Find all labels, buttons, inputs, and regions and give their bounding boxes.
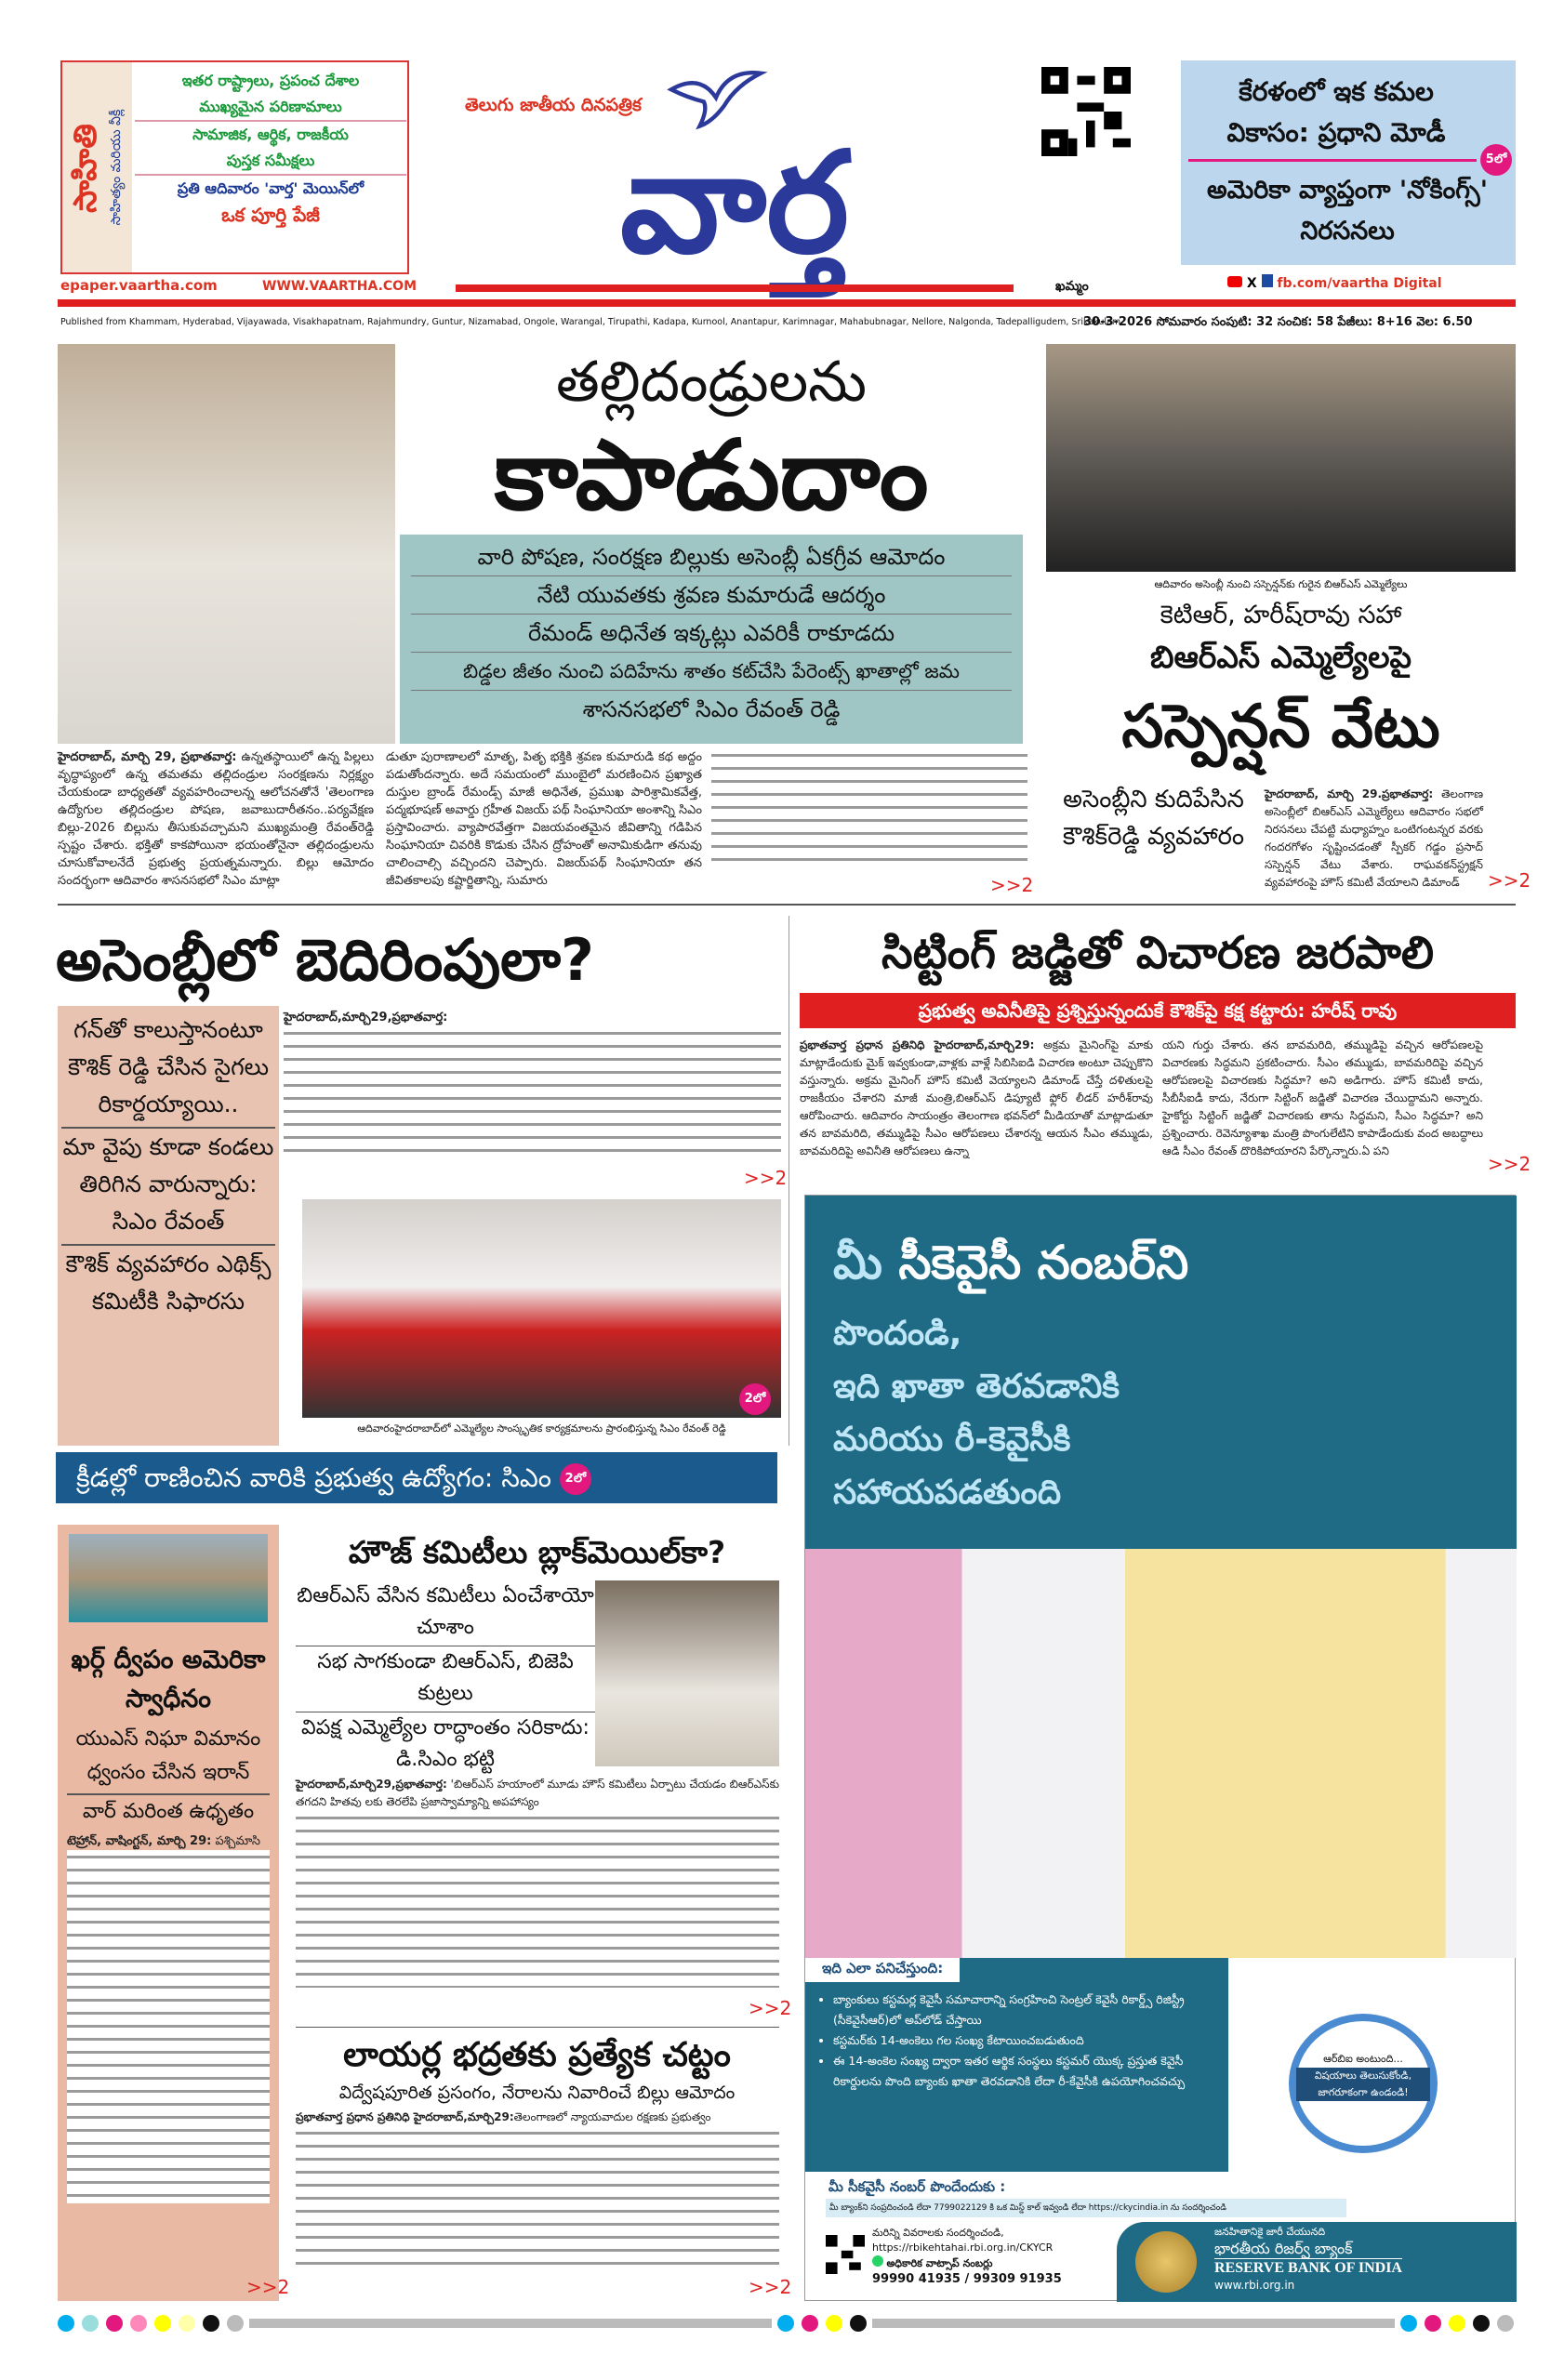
edition-label: ఖమ్మం — [1055, 279, 1089, 294]
lead-subhead: వారి పోషణ, సంరక్షణ బిల్లుకు అసెంబ్లీ ఏకగ్రీవ ఆమోదం — [411, 538, 1012, 576]
rbi-seal-icon — [1135, 2231, 1197, 2293]
how-bullet: • కస్టమర్‌కు 14-అంకెలు గల సంఖ్య కేటాయించబడుతుంది — [833, 2030, 1215, 2051]
threats-quote: మా వైపు కూడా కండలు తిరిగిన వారున్నారు: సిఎం రేవంత్ — [61, 1129, 275, 1246]
section-divider — [296, 2027, 779, 2028]
how-title: ఇది ఎలా పనిచేస్తుంది: — [805, 1958, 960, 1982]
dove-icon — [660, 65, 772, 130]
suspension-headline: సస్పెన్షన్ వేటు — [1121, 693, 1440, 761]
more-info — [872, 2226, 1105, 2288]
promo-line: పుస్తక సమీక్షలు — [135, 148, 406, 176]
facebook-icon[interactable] — [1262, 274, 1273, 287]
promo-line: సామాజిక, ఆర్థిక, రాజకీయ — [192, 126, 349, 143]
judge-redbar: ప్రభుత్వ అవినీతిపై ప్రశ్నిస్తున్నందుకే కౌశిక్‌పై కక్ష కట్టారు: హరీష్ రావు — [800, 993, 1516, 1028]
masthead-rule — [58, 299, 1516, 307]
promo-box — [60, 60, 409, 274]
suspension-side: అసెంబ్లీని కుదిపేసిన కౌశిక్‌రెడ్డి వ్యవహారం — [1062, 786, 1245, 851]
issuer-line: జనహితానికై జారీ చేయునది — [1214, 2226, 1326, 2238]
lawyers-headline: లాయర్ల భద్రతకు ప్రత్యేక చట్టం — [343, 2036, 731, 2074]
section-divider — [58, 904, 1516, 906]
promo-vertical-sub: సాహిత్యం మరియు వీక్లీ — [109, 109, 124, 226]
cm-photo — [58, 344, 395, 744]
house-headline: హౌజ్ కమిటీలు బ్లాక్‌మెయిల్‌కా? — [348, 1534, 726, 1570]
house-subheads — [296, 1580, 595, 1776]
lead-kicker: తల్లిదండ్రులను — [555, 350, 868, 415]
continued-link[interactable]: >>2 — [1488, 1153, 1531, 1175]
kharg-box: ఖర్గ్ ద్వీపం అమెరికా స్వాధీనం యుఎస్ నిఘా విమానం ధ్వంసం చేసిన ఇరాన్ వార్ మరింత ఉధృతం టెహ్రాన్, వాషింగ్టన్, మార్చి 29: పశ్చిమాసి — [58, 1525, 279, 2301]
photo-caption: ఆదివారం అసెంబ్లీ నుంచి సస్పెన్షన్‌కు గురైన బిఆర్‌ఎస్ ఎమ్మెల్యేలు — [1154, 578, 1408, 590]
teaser-bottom: అమెరికా వ్యాప్తంగా 'నోకింగ్స్' నిరసనలు — [1207, 176, 1488, 245]
suspension-kicker: బిఆర్‌ఎస్ ఎమ్మెల్యేలపై — [1150, 639, 1412, 675]
threats-headline: అసెంబ్లీలో బెదిరింపులా? — [56, 926, 594, 994]
continued-link[interactable]: >>2 — [990, 874, 1034, 896]
house-subhead: బిఆర్‌ఎస్ వేసిన కమిటీలు ఏంచేశాయో చూశాం — [296, 1580, 595, 1646]
how-bullet: • ఈ 14-అంకెల సంఖ్య ద్వారా ఇతర ఆర్థిక సంస్థలు కస్టమర్ యొక్క ప్రస్తుత కెవైసీ రికార్డులను పొంది బ్యాంకు ఖాతా తెరవడానికి లేదా రీ-కేవైసీకి ఉపయోగించవచ్చు — [833, 2051, 1215, 2092]
lawyers-sub: విద్వేషపూరిత ప్రసంగం, నేరాలను నివారించే బిల్లు ఆమోదం — [338, 2082, 736, 2103]
promo-line: ప్రతి ఆదివారం 'వార్త' మెయిన్‌లో — [177, 179, 364, 197]
sports-banner[interactable] — [56, 1452, 777, 1503]
promo-vertical-title: సాహితి — [67, 124, 104, 213]
qr-code-icon — [1041, 65, 1131, 158]
published-from: Published from Khammam, Hyderabad, Vijayawada, Visakhapatnam, Rajahmundry, Guntur, Nizamabad, Ongole, Warangal, Tirupathi, Kadapa, Kurnool, Anantapur, Karimnagar, Mahabubnagar, Nellore, Nalgonda, Tadepalligudem, Srikakulam — [60, 317, 1121, 327]
event-photo — [302, 1199, 781, 1418]
rbi-telugu: భారతీయ రిజర్వ్ బ్యాంక్ — [1214, 2240, 1353, 2257]
kharg-sub: యుఎస్ నిఘా విమానం ధ్వంసం చేసిన ఇరాన్ — [75, 1727, 261, 1784]
get-title: మీ సీకవైసీ నంబర్ పొందేందుకు : — [828, 2178, 1006, 2195]
youtube-icon[interactable] — [1227, 276, 1242, 287]
rbi-footer — [1117, 2222, 1517, 2302]
whatsapp-icon — [872, 2255, 883, 2267]
issue-line: 30-3-2026 సోమవారం సంపుటి: 32 సంచిక: 58 పేజీలు: 8+16 వెల: 6.50 — [1083, 315, 1473, 329]
photo-caption: ఆదివారంహైదరాబాద్‌లో ఎమ్మెల్యేల సాంస్కృతిక కార్యక్రమాలను ప్రారంభిస్తున్న సిఎం రేవంత్ రెడ్డి — [357, 1422, 726, 1435]
page-badge: 2లో — [560, 1463, 591, 1495]
ad-people-photo — [805, 1549, 1517, 1958]
house-text: హైదరాబాద్,మార్చి29,ప్రభాతవార్త: 'బిఆర్‌ఎస్ హయాంలో మూడు హౌస్ కమిటీలు ఏర్పాటు చేయడం బిఆర్‌ఎస్‌కు తగదని హితవు లకు తెరలేపి ప్రజాస్వామ్యాన్ని అపహాస్యం — [296, 1776, 779, 1994]
promo-line: ఒక పూర్తి పేజీ — [221, 204, 320, 226]
qr-code-icon — [826, 2235, 865, 2274]
more-label: మరిన్ని వివరాలకు సందర్శించండి, — [872, 2227, 1004, 2239]
lead-headline: కాపాడుదాం — [494, 418, 929, 532]
color-registration-bar — [56, 2313, 1516, 2334]
promo-line: ఇతర రాష్ట్రాలు, ప్రపంచ దేశాల — [181, 72, 360, 89]
judge-col-2: యని గుర్తు చేశారు. తన బావమరిది, తమ్ముడిపై వచ్చిన ఆరోపణలపై విచారణకు సిద్ధమని ప్రకటించారు. సీఎం తమ్ముడు, బావమరిదిపై వచ్చిన ఆరోపణలపై విచారణకు సిద్ధమా? అని అడిగారు. హౌస్ కమిటీ కాదు, సీబీసీఐడీ కాదు, నేరుగా సిట్టింగ్ జడ్జితో విచారణ చేయిద్దామని అన్నారు. హైకోర్టు సిట్టింగ్ జడ్జితో విచారణకు తాను సిద్ధమని, సీఎం సిద్ధమా? అని ప్రశ్నించారు. రెవెన్యూశాఖ మంత్రి పొంగులేటిని కాపాడేందుకు వంద అబద్ధాలు ఆడి సీఎం రేవంత్ దొరికిపోయారని పేర్కొన్నారు.ఏ పని — [1162, 1038, 1483, 1157]
lead-col-3 — [711, 748, 1027, 869]
lead-subhead: నేటి యువతకు శ్రవణ కుమారుడే ఆదర్శం — [411, 576, 1012, 615]
get-line: మీ బ్యాంక్‌ని సంప్రదించండి లేదా 7799022129 కి ఒక మిస్డ్ కాల్ ఇవ్వండి లేదా https://ckycindia.in ను సందర్శించండి — [826, 2199, 1346, 2217]
continued-link[interactable]: >>2 — [749, 2276, 792, 2298]
kharg-sub2: వార్ మరింత ఉధృతం — [67, 1793, 270, 1829]
whatsapp-label: అధికారిక వాట్సాప్ నంబర్లు — [886, 2257, 993, 2269]
house-subhead: విపక్ష ఎమ్మెల్యేల రాద్ధాంతం సరికాదు: డి.సిఎం భట్టి — [301, 1716, 590, 1771]
lead-subhead: బిడ్డల జీతం నుంచి పదిహేను శాతం కట్‌చేసి పేరెంట్స్ ఖాతాల్లో జమ — [411, 653, 1012, 691]
assembly-photo — [1046, 344, 1516, 572]
promo-line: ముఖ్యమైన పరిణామాలు — [135, 94, 406, 122]
continued-link[interactable]: >>2 — [1488, 869, 1531, 892]
lawyers-text: ప్రభాతవార్త ప్రధాన ప్రతినిధి హైదరాబాద్,మార్చి29:తెలంగాణలో న్యాయవాదుల రక్షణకు ప్రభుత్వం — [296, 2109, 779, 2274]
ad-lines: పొందండి, ఇది ఖాతా తెరవడానికి మరియు రీ-కెవైసీకి సహాయపడతుంది — [833, 1315, 1120, 1512]
page-badge: 5లో — [1480, 144, 1512, 176]
judge-col-1: ప్రభాతవార్త ప్రధాన ప్రతినిధి హైదరాబాద్,మార్చి29: అక్రమ మైనింగ్‌పై మాకు మాట్లాడేందుకు మైక్ ఇవ్వకుండా,వాళ్లకు వాళ్లే సిబిసిఐడి విచారణ అంటూ చెప్పుకొని వస్తున్నారు. అక్రమ మైనింగ్ హౌస్ కమిటీ వెయ్యాలని డిమాండ్ చేస్తే దళితులపై రాజకీయం చేశారని మాజీ మంత్రి,బిఆర్‌ఎస్ డిప్యూటీ ఫ్లోర్ లీడర్ హరీశ్‌రావు ఆరోపించారు. ఆదివారం సాయంత్రం తెలంగాణ భవన్‌లో మీడియాతో మాట్లాడుతూ తన బావమరిది, తమ్ముడిపై సీఎం ఆరోపణలు చేశారన్న ఆయన సీఎం తమ్ముడు, బావమరిదిపై అవినీతి ఆరోపణలు ఉన్నా — [800, 1038, 1153, 1157]
continued-link[interactable]: >>2 — [749, 1997, 792, 2019]
lead-col-2: డుతూ పురాణాలలో మాతృ, పితృ భక్తికి శ్రవణ కుమారుడి కథ అద్దం పడుతోందన్నారు. అదే సమయంలో ముంబైలో మరణించిన ప్రఖ్యాత దుస్తుల బ్రాండ్ రేమండ్స్ మాజీ అధినేత, ప్రముఖ పారిశ్రామికవేత్త, పద్మభూషణ్ అవార్డు గ్రహీత విజయ్ పథ్ సింఘానియా అంశాన్ని సిఎం ప్రస్తావించారు. వ్యాపారవేత్తగా విజయవంతమైన జీవితాన్ని గడిపిన సింఘానియా చివరికి కొడుకు చేసిన ద్రోహంతో అనామికుడిగా తనువు చాలించాల్సి వచ్చిందని చెప్పారు. విజయ్‌పథ్ సింఘానియా తన జీవితకాలపు కష్టార్జితాన్ని, సుమారు — [386, 750, 702, 888]
lead-subheads — [400, 535, 1023, 744]
threats-quote: కౌశిక్ వ్యవహారం ఎథిక్స్ కమిటీకి సిఫారసు — [65, 1250, 272, 1315]
bhatti-photo — [595, 1580, 779, 1766]
logo-underline — [456, 284, 1014, 292]
whatsapp-numbers: 99990 41935 / 99309 91935 — [872, 2272, 1062, 2286]
threats-box — [58, 1006, 279, 1446]
house-subhead: సభ సాగకుండా బిఆర్‌ఎస్, బిజెపి కుట్రలు — [296, 1646, 595, 1712]
epaper-link[interactable]: epaper.vaartha.com — [60, 277, 218, 294]
logo: వార్త — [619, 123, 850, 284]
threats-quote: గన్‌తో కాలుస్తానంటూ కౌశిక్ రెడ్డి చేసిన సైగలు రికార్డయ్యాయి.. — [61, 1012, 275, 1129]
rbi-url[interactable]: www.rbi.org.in — [1214, 2279, 1295, 2292]
social-links[interactable] — [1227, 274, 1442, 291]
continued-link[interactable]: >>2 — [246, 2276, 290, 2298]
rbi-advertisement[interactable] — [804, 1195, 1516, 2301]
teaser-box[interactable] — [1181, 60, 1516, 265]
lead-col-1: హైదరాబాద్, మార్చి 29, ప్రభాతవార్త: ఉన్నతస్థాయిలో ఉన్న పిల్లలు వృద్ధాప్యంలో ఉన్న తమతమ తల్లిదండ్రుల సంరక్షణను నిర్లక్ష్యం చేయకుండా బాధ్యతతో వ్యవహరించాలన్న ఆలోచనతోనే 'తెలంగాణ ఉద్యోగుల తల్లిదండ్రుల పోషణ, జవాబుదారీతనం..పర్యవేక్షణ బిల్లు-2026 బిల్లును తీసుకువచ్చామని ముఖ్యమంత్రి రేవంత్‌రెడ్డి స్పష్టం చేశారు. భక్తితో కాకపోయినా భయంతోనైనా తల్లిదండ్రులను చూసుకోవాలనేదే ప్రభుత్వ ప్రయత్నమన్నారు. బిల్లు ఆమోదం సందర్భంగా ఆదివారం శాసనసభలో సిఎం మాట్లా — [58, 750, 374, 888]
kharg-headline: ఖర్గ్ ద్వీపం అమెరికా స్వాధీనం — [71, 1646, 266, 1713]
rbi-bubble: ఆర్‌బిఐ అంటుంది... విషయాలు తెలుసుకోండి, జాగరూకంగా ఉండండి! — [1289, 2014, 1438, 2153]
sports-banner-text: క్రీడల్లో రాణించిన వారికి ప్రభుత్వ ఉద్యోగం: సిఎం — [76, 1462, 551, 1493]
x-icon[interactable]: X — [1246, 276, 1257, 291]
threats-text: హైదరాబాద్,మార్చి29,ప్రభాతవార్త: — [284, 1009, 781, 1162]
island-photo — [69, 1534, 268, 1622]
more-url[interactable]: https://rbikehtahai.rbi.org.in/CKYCR — [872, 2241, 1054, 2254]
lead-subhead: రేమండ్ అధినేత ఇక్కట్లు ఎవరికీ రాకూడదు — [411, 615, 1012, 653]
lead-subhead: శాసనసభలో సిఎం రేవంత్ రెడ్డి — [582, 696, 841, 722]
how-it-works — [805, 1958, 1228, 2172]
teaser-top: కేరళంలో ఇక కమల వికాసం: ప్రధాని మోడీ — [1226, 76, 1446, 148]
continued-link[interactable]: >>2 — [744, 1167, 788, 1189]
rbi-english: RESERVE BANK OF INDIA — [1214, 2260, 1402, 2276]
page-badge: 2లో — [739, 1383, 771, 1415]
suspension-kicker: కెటిఆర్, హరీష్‌రావు సహా — [1160, 601, 1402, 629]
social-handle: fb.com/vaartha Digital — [1277, 276, 1442, 291]
ad-headline: మీ సీకెవైసీ నంబర్‌ని — [833, 1236, 1189, 1289]
suspension-text: హైదరాబాద్, మార్చి 29.ప్రభాతవార్త: తెలంగాణ అసెంబ్లీలో బిఆర్‌ఎస్ ఎమ్మెల్యేలు ఆదివారం సభలో నిరసనలు చేపట్టి మధ్యాహ్నం ఒంటిగంటన్నర వరకు గందరగోళం సృష్టించడంతో స్పీకర్ గడ్డం ప్రసాద్ సస్పెన్షన్ వేటు వేశారు. రాఘవకన్‌స్ట్రక్షన్ వ్యవహారంపై హౌస్ కమిటీ వేయాలని డిమాండ్ — [1265, 787, 1483, 889]
judge-headline: సిట్టింగ్ జడ్జితో విచారణ జరపాలి — [881, 927, 1435, 979]
website-link[interactable]: WWW.VAARTHA.COM — [262, 279, 417, 294]
tagline: తెలుగు జాతీయ దినపత్రిక — [465, 95, 642, 115]
how-bullet: • బ్యాంకులు కస్టమర్ల కెవైసీ సమాచారాన్ని సంగ్రహించి సెంట్రల్ కెవైసీ రికార్డ్స్ రిజిస్ట్రీ (సీకెవైసీఆర్)లో అప్‌లోడ్ చేస్తాయి — [833, 1990, 1215, 2030]
